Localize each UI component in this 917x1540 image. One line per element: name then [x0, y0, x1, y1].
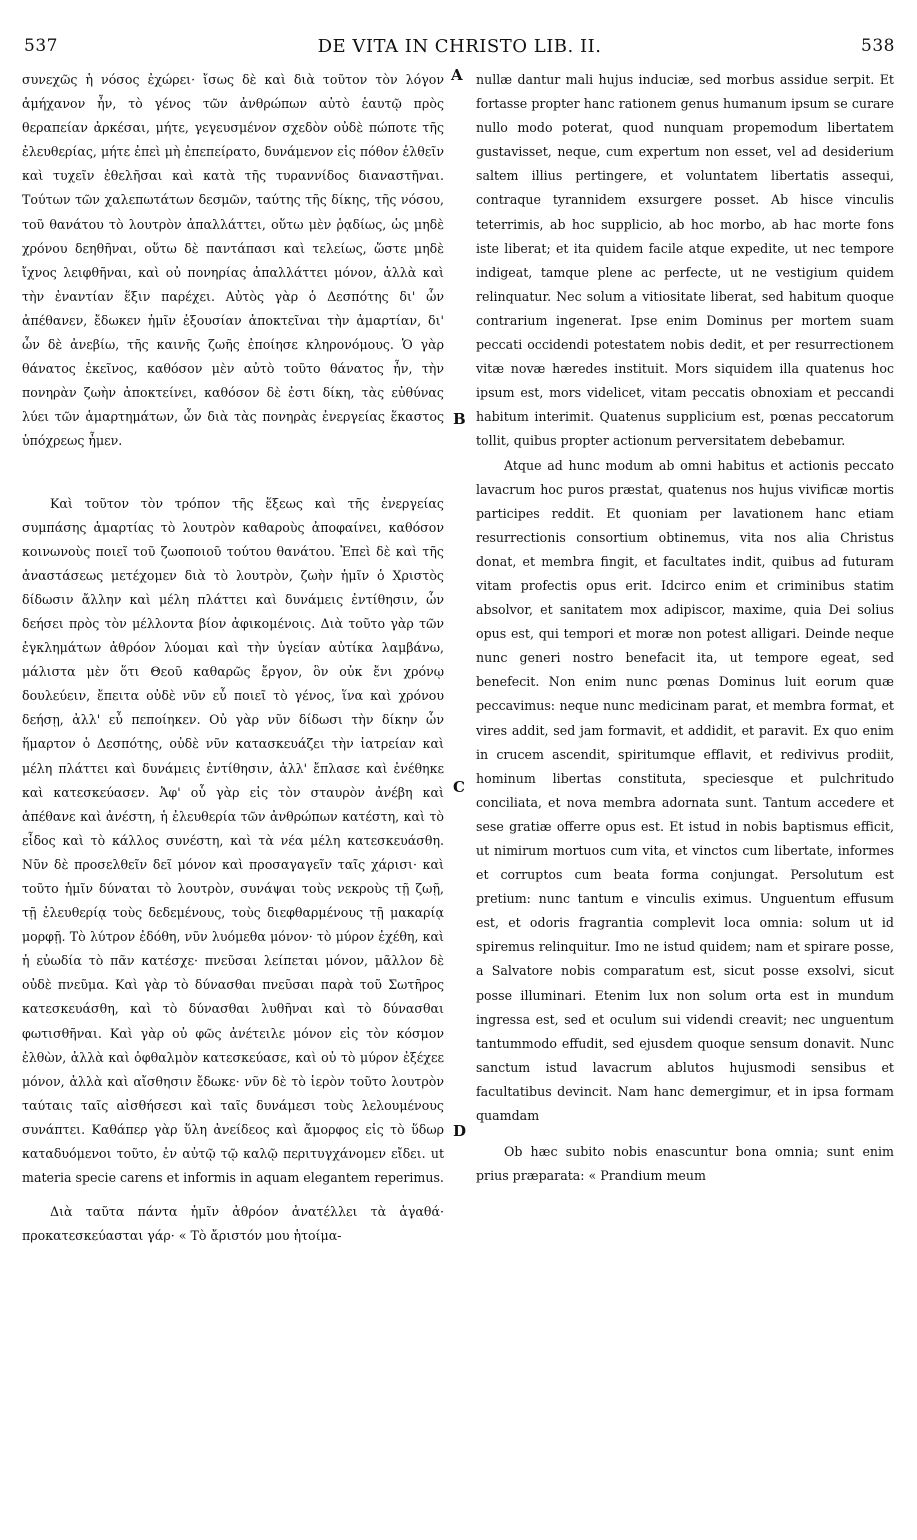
- margin-marker-d: D: [453, 1122, 467, 1140]
- greek-paragraph: συνεχῶς ἡ νόσος ἐχώρει· ἴσως δὲ καὶ διὰ τοῦτον τὸν λόγον ἀμήχανον ἦν, τὸ γένος τῶν ἀνθρώπων αὐτὸ ἑαυτῷ πρὸς θεραπείαν ἀρκέσαι, μήτε, γεγευσμένον σχεδὸν οὐδὲ πώποτε τῆς ἐλευθερίας, μήτε ἐπεὶ μὴ ἐπεπείρατο, δυνάμενον εἰς πόθον ἐλθεῖν καὶ τυχεῖν ἐθελῆσαι καὶ κατὰ τῆς τυραννίδος διαναστῆναι. Τούτων τῶν χαλεπωτάτων δεσμῶν, ταύτης τῆς δίκης, τῆς νόσου, τοῦ θανάτου τὸ λουτρὸν ἀπαλλάττει, οὕτω μὲν ῥᾳδίως, ὡς μηδὲ χρόνου δεηθῆναι, οὕτω δὲ παντάπασι καὶ τελείως, ὥστε μηδὲ ἴχνος λειφθῆναι, καὶ οὐ πονηρίας ἀπαλλάττει μόνον, ἀλλὰ καὶ τὴν ἐναντίαν ἕξιν παρέχει. Αὐτὸς γὰρ ὁ Δεσπότης δι' ὧν ἀπέθανεν, ἔδωκεν ἡμῖν ἐξουσίαν ἀποκτεῖναι τὴν ἁμαρτίαν, δι' ὧν δὲ ἀνεβίω, τῆς καινῆς ζωῆς ἐποίησε κληρονόμους. Ὁ γὰρ θάνατος ἐκεῖνος, καθόσον μὲν αὐτὸ τοῦτο θάνατος ἦν, τὴν πονηρὰν ζωὴν ἀποκτείνει, καθόσον δὲ ἐστι δίκη, τὰς εὐθύνας λύει τῶν ἁμαρτημάτων, ὧν διὰ τὰς πονηρὰς ἐνεργείας ἕκαστος ὑπόχρεως ἦμεν.: [22, 72, 444, 449]
- page-number-left: 537: [24, 36, 58, 56]
- latin-paragraph: Atque ad hunc modum ab omni habitus et actionis peccato lavacrum hoc puros præstat, quatenus nos hujus vivificæ mortis participes reddit. Et quoniam per lavationem hanc etiam resurrectionis consortium obtinemus, vita nos alia Christus donat, et membra fingit, et facultates indit, quibus ad futuram vitam profectis opus erit. Idcirco enim et criminibus statim absolvor, et sanitatem mox adipiscor, maxime, quia Dei solius opus est, qui tempori et moræ non potest alligari. Deinde neque nunc generi nostro benefacit ita, ut tempore egeat, sed benefecit. Non enim nunc pœnas Dominus luit eorum quæ peccavimus: neque nunc medicinam parat, et membra format, et vires addit, sed jam formavit, et addidit, et paravit. Ex quo enim in crucem ascendit, spiritumque efflavit, et redivivus prodiit, hominum libertas constituta, speciesque et pulchritudo conciliata, et nova membra adornata sunt. Tantum accedere et sese gratiæ offerre opus est. Et istud in nobis baptismus efficit, ut nimirum mortuos cum vita, et vinctos cum libertate, informes et corruptos cum beata forma conjungat. Persolutum est pretium: nunc tantum e vinculis eximus. Unguentum effusum est, et odoris fragrantia complevit loca omnia: solum ut id spiremus relinquitur. Imo ne istud quidem; nam et spirare posse, a Salvatore nobis comparatum est, sicut posse exsolvi, sicut posse illuminari. Etenim lux non solum orta est in mundum ingressa est, sed et oculum sui videndi creavit; nec unguentum tantummodo effudit, sed ejusdem quoque sensum donavit. Nunc sanctum istud lavacrum ablutos hujusmodi sensibus et facultatibus devincit. Nam hanc demergimur, et in ipsa formam quamdam: [476, 457, 894, 1124]
- greek-column: [22, 68, 444, 1248]
- latin-paragraph: Ob hæc subito nobis enascuntur bona omnia; sunt enim prius præparata: « Prandium meum: [476, 1144, 894, 1184]
- greek-paragraph-text: Καὶ τοῦτον τὸν τρόπον τῆς ἕξεως καὶ τῆς ἐνεργείας συμπάσης ἁμαρτίας τὸ λουτρὸν καθαροὺς ἀποφαίνει, καθόσον κοινωνοὺς ποιεῖ τοῦ ζωοποιοῦ τούτου θανάτου. Ἐπεὶ δὲ καὶ τῆς ἀναστάσεως μετέχομεν διὰ τὸ λουτρὸν, ζωὴν ἡμῖν ὁ Χριστὸς δίδωσιν ἄλλην καὶ μέλη πλάττει καὶ δυνάμεις ἐντίθησιν, ὧν δεήσει πρὸς τὸν μέλλοντα βίον ἀφικομένοις. Διὰ τοῦτο γὰρ τῶν ἐγκλημάτων ἀθρόον λύομαι καὶ τὴν ὑγείαν αὐτίκα λαμβάνω, μάλιστα μὲν ὅτι Θεοῦ καθαρῶς ἔργον, ὃν οὐκ ἔνι χρόνῳ δουλεύειν, ἔπειτα οὐδὲ νῦν εὖ ποιεῖ τὸ γένος, ἵνα καὶ χρόνου δεήσῃ, ἀλλ' εὖ πεποίηκεν. Οὐ γὰρ νῦν δίδωσι τὴν δίκην ὧν ἥμαρτον ὁ Δεσπότης, οὐδὲ νῦν κατασκευάζει τὴν ἰατρείαν καὶ μέλη πλάττει καὶ δυνάμεις ἐντίθησιν, ἀλλ' ἔπλασε καὶ ἐνέθηκε καὶ κατεσκεύασεν. Ἀφ' οὗ γὰρ εἰς τὸν σταυρὸν ἀνέβη καὶ ἀπέθανε καὶ ἀνέστη, ἡ ἐλευθερία τῶν ἀνθρώπων κατέστη, καὶ τὸ εἶδος καὶ τὸ κάλλος συνέστη, καὶ τὰ νέα μέλη κατεσκευάσθη. Νῦν δὲ προσελθεῖν δεῖ μόνον καὶ προσαγαγεῖν ταῖς χάρισι· καὶ τοῦτο ἡμῖν δύναται τὸ λουτρὸν, συνάψαι τοὺς νεκροὺς τῇ ζωῇ, τῇ ἐλευθερίᾳ τοὺς δεδεμένους, τοὺς διεφθαρμένους τῇ μακαρίᾳ μορφῇ. Τὸ λύτρον ἐδόθη, νῦν λυόμεθα μόνον· τὸ μύρον ἐχέθη, καὶ ἡ εὐωδία τὸ πᾶν κατέσχε· πνεῦσαι λείπεται μόνον, μᾶλλον δὲ οὐδὲ πνεῦμα. Καὶ γὰρ τὸ δύνασθαι πνεῦσαι παρὰ τοῦ Σωτῆρος κατεσκευάσθη, καὶ τὸ δύνασθαι λυθῆναι καὶ τὸ δύνασθαι φωτισθῆναι. Καὶ γὰρ οὐ φῶς ἀνέτειλε μόνον εἰς τὸν κόσμον ἐλθὼν, ἀλλὰ καὶ ὀφθαλμὸν κατεσκεύασε, καὶ οὐ τὸ μύρον ἐξέχεε μόνον, ἀλλὰ καὶ αἴσθησιν ἔδωκε· νῦν δὲ τὸ ἱερὸν τοῦτο λουτρὸν ταύταις ταῖς αἰσθήσεσι καὶ ταῖς δυνάμεσι τοὺς λελουμένους συνάπτει. Καθάπερ γὰρ ὕλη ἀνείδεος καὶ ἄμορφος εἰς τὸ ὕδωρ καταδυόμενοι τοῦτο, ἐν αὐτῷ τῷ καλῷ περιτυγχάνομεν εἴδει.: [22, 495, 444, 1162]
- greek-paragraph: Διὰ ταῦτα πάντα ἡμῖν ἀθρόον ἀνατέλλει τὰ ἀγαθά· προκατεσκεύασται γάρ· « Τὸ ἄριστόν μου ἡτοίμα-: [22, 1204, 444, 1244]
- latin-paragraph: nullæ dantur mali hujus induciæ, sed morbus assidue serpit. Et fortasse propter hanc rationem genus humanum ipsum se curare nullo modo poterat, quod nunquam propemodum libertatem gustavisset, neque, cum expertum non esset, vel ad desiderium saltem illius pertingere, et voluntatem libertatis assequi, contraque tyrannidem exsurgere posset. Ab hisce vinculis teterrimis, ab hoc supplicio, ab hoc morbo, ab hac morte fons iste liberat; et ita quidem facile atque expedite, ut nec tempore indigeat, tamque plene ac perfecte, ut ne vestigium quidem relinquatur. Nec solum a vitiositate liberat, sed habitum quoque contrarium ingenerat. Ipse enim Dominus per mortem suam peccati occidendi potestatem nobis dedit, et per resurrectionem vitæ novæ hæredes instituit. Mors siquidem illa quatenus hoc ipsum est, mors videlicet, vitam peccatis obnoxiam et peccandi habitum interimit. Quatenus supplicium est, pœnas peccatorum tollit, quibus propter actionum perversitatem debebamur.: [476, 72, 894, 449]
- running-title: DE VITA IN CHRISTO LIB. II.: [317, 36, 602, 57]
- greek-paragraph: [22, 492, 444, 1191]
- margin-marker-b: B: [453, 410, 466, 428]
- latin-tail-text: ut materia specie carens et informis in aquam elegantem reperimus.: [22, 1146, 444, 1186]
- running-header: [24, 30, 895, 60]
- margin-marker-a: A: [451, 66, 463, 84]
- latin-column: [476, 68, 894, 1188]
- page-number-right: 538: [861, 36, 895, 56]
- margin-marker-c: C: [453, 778, 465, 796]
